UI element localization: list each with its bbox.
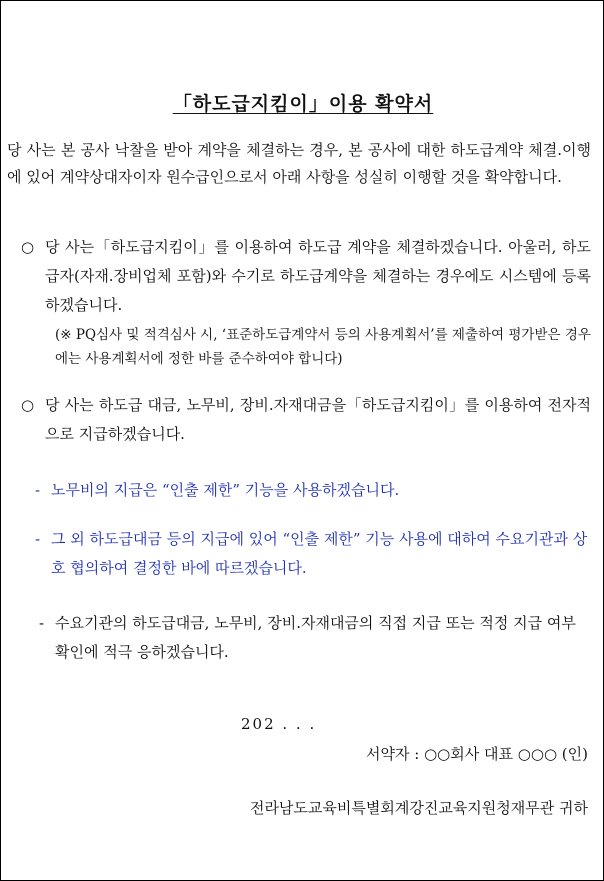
pledge-item-2: [21, 391, 591, 449]
document-title: 「하도급지킴이」이용 확약서: [172, 93, 434, 115]
dash-mark: -: [35, 481, 41, 499]
dash-mark: -: [35, 530, 41, 548]
pledge-item-1: [21, 233, 591, 320]
dash-item-2: [35, 525, 601, 583]
signer-line: 서약자 : ○○회사 대표 ○○○ (인): [366, 745, 588, 763]
dash-item-text: 수요기관의 하도급대금, 노무비, 장비.자재대금의 직접 지급 또는 적정 지급 여부 확인에 적극 응하겠습니다.: [55, 614, 576, 661]
pledge-item-text: 당 사는「하도급지킴이」를 이용하여 하도급 계약을 체결하겠습니다. 아울러, 하도급자(자재.장비업체 포함)와 수기로 하도급계약을 체결하는 경우에도 시스템에 등록하겠습니다.: [45, 238, 591, 314]
circle-bullet-icon: ○: [21, 396, 35, 414]
dash-item-3: [39, 609, 591, 667]
circle-bullet-icon: ○: [21, 238, 35, 256]
pq-note: (※ PQ심사 및 적격심사 시, ‘표준하도급계약서 등의 사용계획서’를 제출하여 평가받은 경우에는 사용계획서에 정한 바를 준수하여야 합니다): [55, 327, 591, 367]
recipient-line: 전라남도교육비특별회계강진교육지원청재무관 귀하: [249, 799, 588, 817]
dash-mark: -: [39, 614, 45, 632]
dash-item-text: 노무비의 지급은 “인출 제한” 기능을 사용하겠습니다.: [51, 481, 400, 499]
dash-item-text: 그 외 하도급대금 등의 지급에 있어 “인출 제한” 기능 사용에 대하여 수요기관과 상호 협의하여 결정한 바에 따르겠습니다.: [51, 530, 588, 577]
date-line: 202 . . .: [241, 715, 317, 733]
intro-paragraph: 당 사는 본 공사 낙찰을 받아 계약을 체결하는 경우, 본 공사에 대한 하도급계약 체결.이행에 있어 계약상대자이자 원수급인으로서 아래 사항을 성실히 이행할 것을 확약합니다.: [7, 141, 591, 186]
dash-item-1: [35, 476, 601, 505]
pledge-item-text: 당 사는 하도급 대금, 노무비, 장비.자재대금을「하도급지킴이」를 이용하여 전자적으로 지급하겠습니다.: [45, 396, 591, 443]
